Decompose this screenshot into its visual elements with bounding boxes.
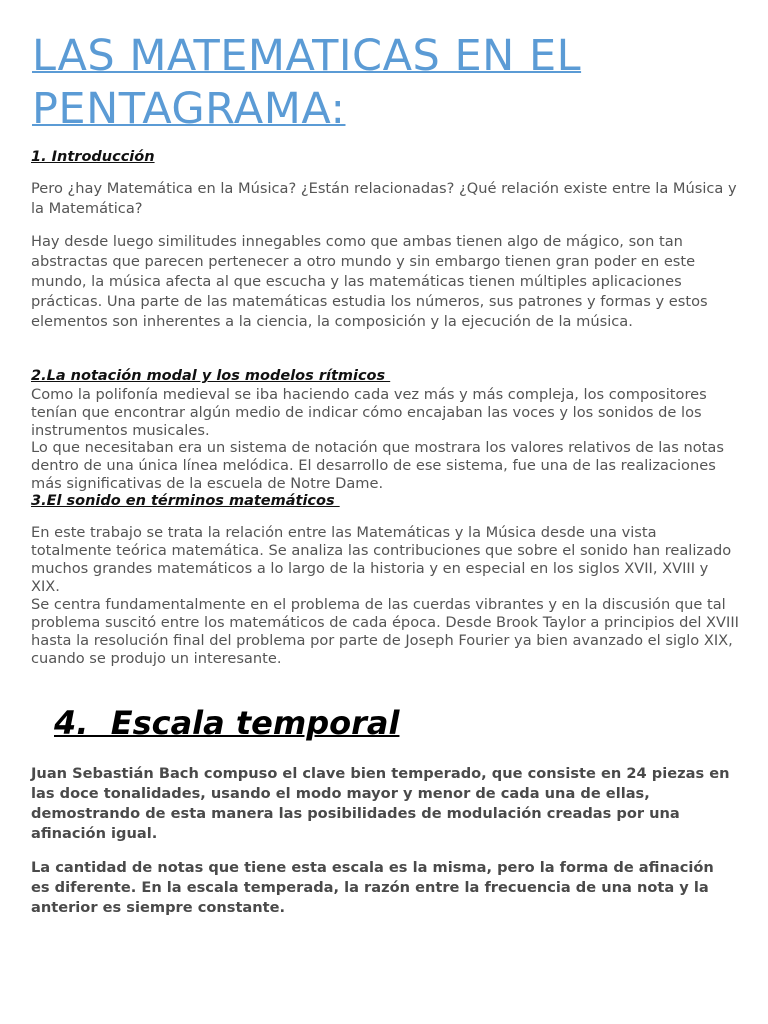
paragraph: Pero ¿hay Matemática en la Música? ¿Están relacionadas? ¿Qué relación existe entre la Música y la Matemática?: [31, 180, 737, 217]
paragraph: Se centra fundamentalmente en el problema de las cuerdas vibrantes y en la discusión que tal problema suscitó entre los matemáticos de cada época. Desde Brook Taylor a principios del XVIII hasta la resolución final del problema por parte de Joseph Fourier ya bien avanzado el siglo XIX, cuando se produjo un interesante.: [31, 596, 739, 667]
section-heading-introduccion: 1. Introducción: [31, 149, 155, 165]
document-title: LAS MATEMATICAS EN EL PENTAGRAMA:: [32, 31, 582, 134]
paragraph: Juan Sebastián Bach compuso el clave bien temperado, que consiste en 24 piezas en las doce tonalidades, usando el modo mayor y menor de cada una de ellas, demostrando de esta manera las posibilidades de modulación creadas por una afinación igual.: [31, 765, 730, 842]
section-heading-notacion-modal: 2.La notación modal y los modelos rítmicos: [31, 368, 391, 384]
paragraph: Lo que necesitaban era un sistema de notación que mostrara los valores relativos de las notas dentro de una única línea melódica. El desarrollo de ese sistema, fue una de las realizaciones más significativas de la escuela de Notre Dame.: [31, 439, 724, 492]
section-heading-escala-temporal: 4. Escala temporal: [54, 704, 400, 742]
paragraph: La cantidad de notas que tiene esta escala es la misma, pero la forma de afinación es diferente. En la escala temperada, la razón entre la frecuencia de una nota y la anterior es siempre constante.: [31, 859, 714, 916]
paragraph: En este trabajo se trata la relación entre las Matemáticas y la Música desde una vista totalmente teórica matemática. Se analiza las contribuciones que sobre el sonido han realizado muchos grandes matemáticos a lo largo de la historia y en especial en los siglos XVII, XVIII y XIX.: [31, 524, 732, 595]
section-heading-sonido-matematico: 3.El sonido en términos matemáticos: [31, 493, 340, 509]
paragraph: Como la polifonía medieval se iba haciendo cada vez más y más compleja, los compositores tenían que encontrar algún medio de indicar cómo encajaban las voces y los sonidos de los instrumentos musicales.: [31, 386, 707, 439]
paragraph: Hay desde luego similitudes innegables como que ambas tienen algo de mágico, son tan abstractas que parecen pertenecer a otro mundo y sin embargo tienen gran poder en este mundo, la música afecta al que escucha y las matemáticas tienen múltiples aplicaciones prácticas. Una parte de las matemáticas estudia los números, sus patrones y formas y estos elementos son inherentes a la ciencia, la composición y la ejecución de la música.: [31, 233, 708, 330]
